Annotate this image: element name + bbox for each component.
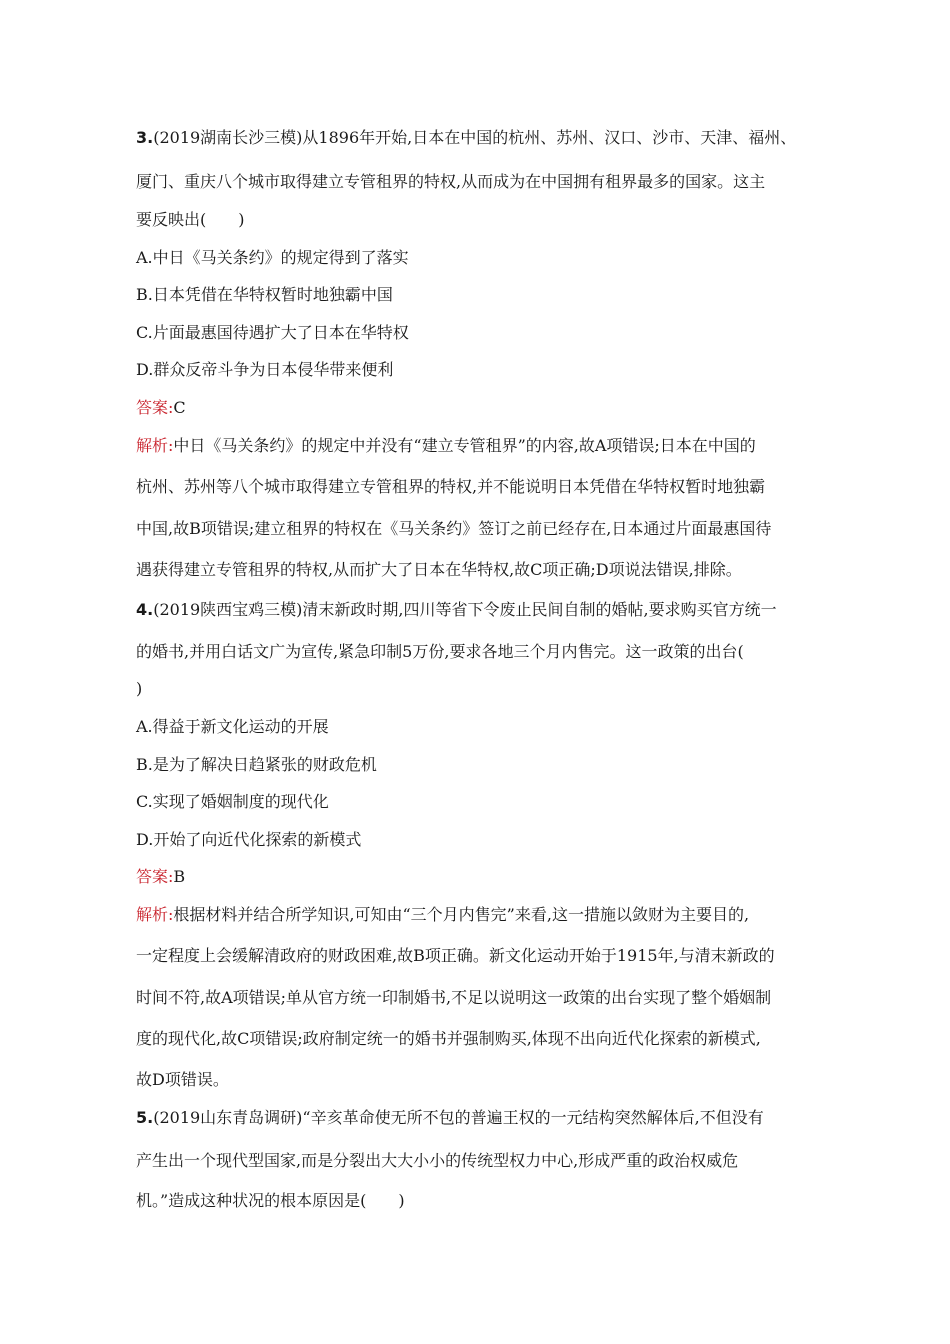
question-5-stem-line-1: 5.(2019山东青岛调研)“辛亥革命使无所不包的普遍王权的一元结构突然解体后,不但没有 (136, 1108, 764, 1127)
question-3-stem-line-1: 3.(2019湖南长沙三模)从1896年开始,日本在中国的杭州、苏州、汉口、沙市、天津、福州、 (136, 128, 797, 147)
question-5-number: 5. (136, 1108, 154, 1127)
answer-value: C (173, 398, 186, 417)
question-3-option-a: A.中日《马关条约》的规定得到了落实 (136, 248, 409, 267)
question-4-analysis-line-3: 时间不符,故A项错误;单从官方统一印制婚书,不足以说明这一政策的出台实现了整个婚姻制 (136, 988, 772, 1007)
question-3-option-d: D.群众反帝斗争为日本侵华带来便利 (136, 360, 394, 379)
question-4-option-a: A.得益于新文化运动的开展 (136, 717, 329, 736)
analysis-label: 解析: (136, 905, 174, 924)
question-4-option-b: B.是为了解决日趋紧张的财政危机 (136, 755, 377, 774)
question-3-number: 3. (136, 128, 154, 147)
question-3-option-b: B.日本凭借在华特权暂时地独霸中国 (136, 285, 393, 304)
question-3-answer (136, 398, 836, 418)
question-3-analysis-line-1: 解析:中日《马关条约》的规定中并没有“建立专管租界”的内容,故A项错误;日本在中国的 (136, 436, 756, 455)
question-4-analysis-line-2: 一定程度上会缓解清政府的财政困难,故B项正确。新文化运动开始于1915年,与清末新政的 (136, 946, 775, 965)
analysis-label: 解析: (136, 436, 174, 455)
question-4-analysis-line-4: 度的现代化,故C项错误;政府制定统一的婚书并强制购买,体现不出向近代化探索的新模式, (136, 1029, 761, 1048)
question-3-analysis-line-2: 杭州、苏州等八个城市取得建立专管租界的特权,并不能说明日本凭借在华特权暂时地独霸 (136, 477, 766, 496)
question-3-stem-line-3: 要反映出( ) (136, 210, 245, 229)
question-3-analysis-line-4: 遇获得建立专管租界的特权,从而扩大了日本在华特权,故C项正确;D项说法错误,排除。 (136, 560, 742, 579)
question-4-number: 4. (136, 600, 154, 619)
answer-value: B (173, 867, 186, 886)
question-5-stem-line-3: 机。”造成这种状况的根本原因是( ) (136, 1191, 405, 1210)
question-4-analysis-line-5: 故D项错误。 (136, 1070, 229, 1089)
question-3-stem-line-2: 厦门、重庆八个城市取得建立专管租界的特权,从而成为在中国拥有租界最多的国家。这主 (136, 172, 766, 191)
question-4-stem-line-2: 的婚书,并用白话文广为宣传,紧急印制5万份,要求各地三个月内售完。这一政策的出台( (136, 642, 744, 661)
answer-label: 答案: (136, 867, 174, 886)
question-5-stem-line-2: 产生出一个现代型国家,而是分裂出大大小小的传统型权力中心,形成严重的政治权威危 (136, 1151, 739, 1170)
question-4-answer (136, 867, 836, 887)
question-3-analysis-line-3: 中国,故B项错误;建立租界的特权在《马关条约》签订之前已经存在,日本通过片面最惠国待 (136, 519, 772, 538)
question-4-analysis-line-1: 解析:根据材料并结合所学知识,可知由“三个月内售完”来看,这一措施以敛财为主要目的, (136, 905, 750, 924)
question-4-stem-line-3: ) (136, 679, 143, 698)
question-3-option-c: C.片面最惠国待遇扩大了日本在华特权 (136, 323, 409, 342)
question-4-option-c: C.实现了婚姻制度的现代化 (136, 792, 329, 811)
answer-label: 答案: (136, 398, 174, 417)
question-4-stem-line-1: 4.(2019陕西宝鸡三模)清末新政时期,四川等省下令废止民间自制的婚帖,要求购买官方统一 (136, 600, 777, 619)
question-4-option-d: D.开始了向近代化探索的新模式 (136, 830, 362, 849)
